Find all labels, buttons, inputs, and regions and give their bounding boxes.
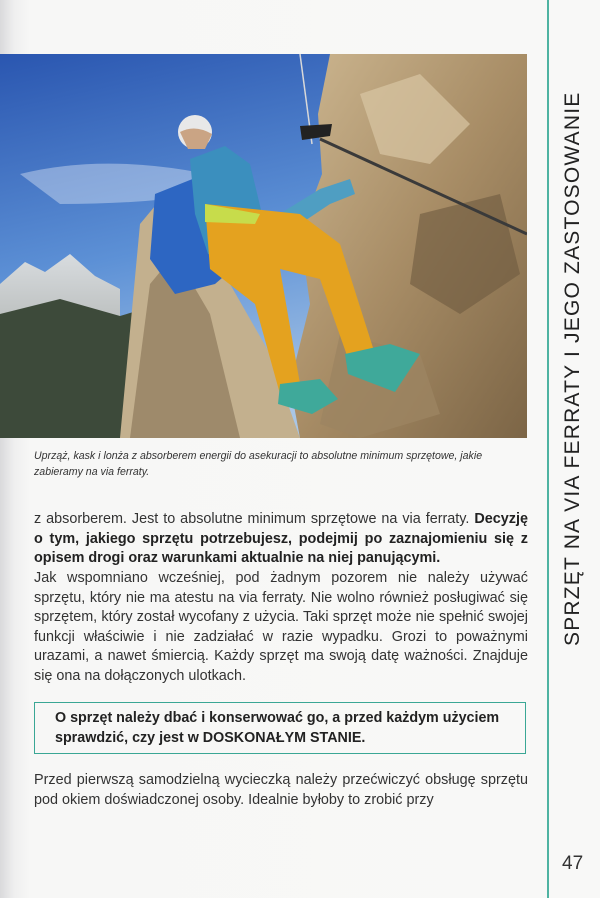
callout-box: O sprzęt należy dbać i konserwować go, a przed każdym użyciem sprawdzić, czy jest w DOSKONAŁYM STANIE. [34,702,526,754]
paragraph-1-text: z absorberem. Jest to absolutne minimum sprzętowe na via ferraty. [34,511,475,527]
paragraph-1 [34,510,528,569]
chapter-side-title: SPRZĘT NA VIA FERRATY I JEGO ZASTOSOWANIE [561,91,584,646]
accent-vertical-rule [547,0,549,898]
caption-line-2: zabieramy na via ferraty. [34,466,150,478]
paragraph-2: Jak wspomniano wcześniej, pod żadnym pozorem nie należy używać sprzętu, który nie ma atestu na via ferraty. Nie wolno również posługiwać się sprzętem, który został wycofany z użycia. Taki sprzęt może nie spełnić swojej funkcji właściwie i nie zadziałać w razie wypadku. Grozi to poważnymi urazami, a nawet śmiercią. Każdy sprzęt ma swoją datę ważności. Znajduje się ona na dołączonych ulotkach. [34,570,528,684]
climber-illustration [0,54,527,438]
photo-caption [34,448,528,480]
paragraph-1-bold: Decyzję o tym, jakiego sprzętu potrzebujesz, podejmij po zaznajomieniu się z opisem drogi oraz warunkami aktualnie na niej panującymi. [34,511,528,566]
paragraph-3: Przed pierwszą samodzielną wycieczką należy przećwiczyć obsługę sprzętu pod okiem doświadczonej osoby. Idealnie byłoby to zrobić przy [34,772,528,808]
climber-photo [0,54,527,438]
page-number: 47 [562,853,584,874]
caption-line-1: Uprząż, kask i lonża z absorberem energii do asekuracji to absolutne minimum sprzętowe, jakie [34,450,483,462]
